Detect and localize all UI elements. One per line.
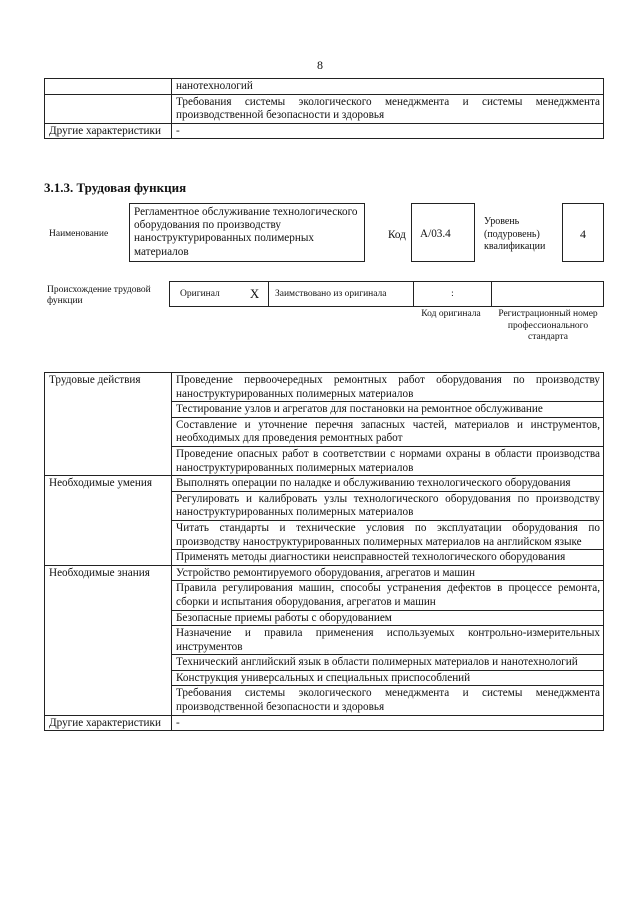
group-label: Трудовые действия bbox=[45, 373, 172, 476]
group-item: Проведение первоочередных ремонтных работ оборудования по производству наноструктурированных полимерных материалов bbox=[172, 373, 604, 402]
group-item: Конструкция универсальных и специальных приспособлений bbox=[172, 670, 604, 686]
level-label: Уровень (подуровень) квалификации bbox=[484, 216, 546, 252]
row-label bbox=[45, 94, 172, 123]
group-item: Регулировать и калибровать узлы технологического оборудования по производству наноструктурированных полимерных материалов bbox=[172, 491, 604, 520]
top-continuation-table bbox=[44, 78, 604, 139]
borrowed-label: Заимствовано из оригинала bbox=[269, 282, 414, 306]
group-label: Другие характеристики bbox=[45, 715, 172, 731]
table-row bbox=[45, 79, 604, 95]
group-item: Применять методы диагностики неисправностей технологического оборудования bbox=[172, 550, 604, 566]
group-item: Правила регулирования машин, способы устранения дефектов в процессе ремонта, сборки и испытания оборудования, агрегатов и машин bbox=[172, 581, 604, 610]
group-item: Назначение и правила применения используемых контрольно-измерительных инструментов bbox=[172, 626, 604, 655]
group-item: Выполнять операции по наладке и обслуживанию технологического оборудования bbox=[172, 476, 604, 492]
original-cell bbox=[170, 282, 269, 306]
group-item: Требования системы экологического менеджмента и системы менеджмента производственной безопасности и здоровья bbox=[172, 686, 604, 715]
row-value: нанотехнологий bbox=[172, 79, 604, 95]
section-title: 3.1.3. Трудовая функция bbox=[44, 180, 187, 195]
code-box: А/03.4 bbox=[411, 203, 475, 262]
row-value: Требования системы экологического менеджмента и системы менеджмента производственной безопасности и здоровья bbox=[172, 94, 604, 123]
code-label: Код bbox=[388, 229, 406, 241]
registration-caption: Регистрационный номер профессионального стандарта bbox=[498, 309, 598, 342]
table-row bbox=[45, 715, 604, 731]
function-name-box: Регламентное обслуживание технологического оборудования по производству наноструктурированных полимерных материалов bbox=[129, 203, 365, 262]
group-item: Устройство ремонтируемого оборудования, агрегатов и машин bbox=[172, 565, 604, 581]
table-row bbox=[45, 373, 604, 402]
registration-number-cell bbox=[492, 282, 603, 306]
level-box: 4 bbox=[562, 203, 604, 262]
group-label: Необходимые знания bbox=[45, 565, 172, 715]
table-row bbox=[45, 476, 604, 492]
table-row bbox=[45, 565, 604, 581]
function-details-table bbox=[44, 372, 604, 731]
origin-row bbox=[169, 281, 604, 307]
table-row bbox=[45, 123, 604, 139]
original-code-caption: Код оригинала bbox=[421, 309, 481, 319]
group-item: Проведение опасных работ в соответствии с нормами охраны в области производства наноструктурированных полимерных материалов bbox=[172, 446, 604, 475]
name-label: Наименование bbox=[49, 229, 109, 239]
row-label bbox=[45, 79, 172, 95]
group-label: Необходимые умения bbox=[45, 476, 172, 566]
page-number: 8 bbox=[317, 58, 323, 72]
group-item: Составление и уточнение перечня запасных частей, материалов и инструментов, необходимых для проведения ремонтных работ bbox=[172, 417, 604, 446]
original-code-cell: : bbox=[414, 282, 492, 306]
group-item: Безопасные приемы работы с оборудованием bbox=[172, 610, 604, 626]
row-label: Другие характеристики bbox=[45, 123, 172, 139]
row-value: - bbox=[172, 123, 604, 139]
group-item: Технический английский язык в области полимерных материалов и нанотехнологий bbox=[172, 655, 604, 671]
original-mark: X bbox=[249, 286, 260, 301]
table-row bbox=[45, 94, 604, 123]
original-label: Оригинал bbox=[180, 289, 220, 299]
origin-label: Происхождение трудовой функции bbox=[47, 285, 151, 306]
group-item: - bbox=[172, 715, 604, 731]
group-item: Читать стандарты и технические условия по эксплуатации оборудования по производству наноструктурированных полимерных материалов на английском языке bbox=[172, 520, 604, 549]
group-item: Тестирование узлов и агрегатов для постановки на ремонтное обслуживание bbox=[172, 402, 604, 418]
